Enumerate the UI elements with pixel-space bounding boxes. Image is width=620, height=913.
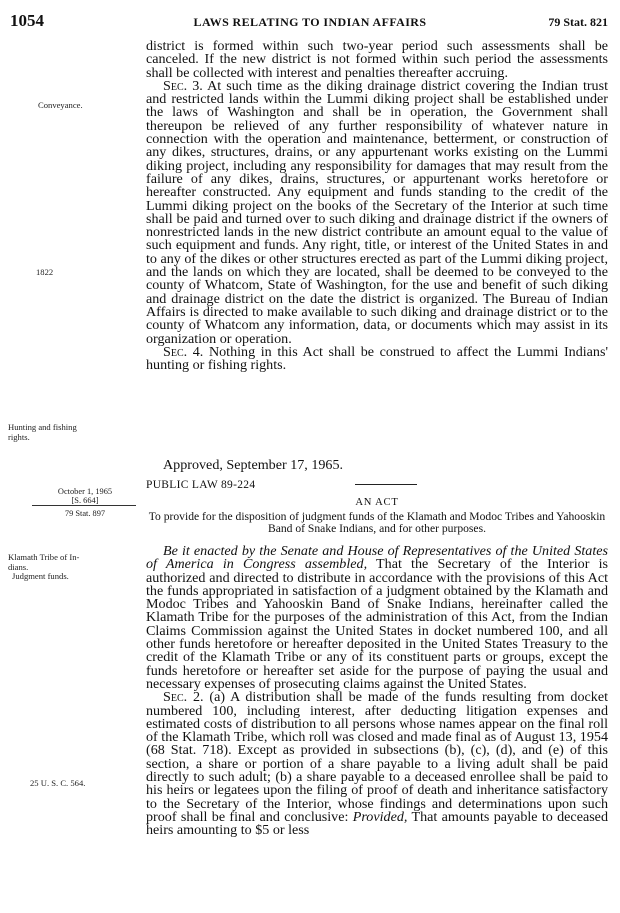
proviso-word: Provided,	[352, 808, 408, 825]
margin-note-line: Klamath Tribe of In-	[8, 552, 80, 562]
stat-reference: 79 Stat. 821	[548, 15, 608, 29]
approval-line: Approved, September 17, 1965.	[163, 457, 344, 473]
body-block-bottom	[146, 545, 608, 838]
margin-note-hunting	[8, 423, 136, 442]
paragraph-sec2	[146, 691, 608, 837]
section-label: Sec. 4.	[163, 343, 204, 360]
running-title: LAWS RELATING TO INDIAN AFFAIRS	[193, 15, 427, 29]
paragraph-enacting	[146, 545, 608, 691]
paragraph-sec3	[146, 77, 608, 347]
public-law-number: PUBLIC LAW 89-224	[146, 479, 256, 491]
section-text-end: That amounts payable to deceased heirs amounting to $5 or less	[146, 808, 608, 839]
margin-note-line: dians.	[8, 561, 29, 572]
section-label: Sec. 3.	[163, 77, 203, 94]
margin-note-klamath	[8, 553, 136, 582]
paragraph-sec4	[146, 343, 609, 374]
title-rule	[355, 484, 417, 485]
paragraph-assessments: district is formed within such two-year period such assessments shall be canceled. If the new district is not formed within such period the assessments shall be collected with interest and penalties thereafter accruing.	[146, 38, 608, 81]
act-purpose: To provide for the disposition of judgment funds of the Klamath and Modoc Tribes and Yahooskin Band of Snake Indians, and for other purposes.	[148, 510, 606, 535]
margin-note-usc: 25 U. S. C. 564.	[30, 778, 86, 788]
margin-marker-1822: 1822	[36, 267, 54, 277]
enacting-text: That the Secretary of the Interior is authorized and directed to distribute in accordance with the provisions of this Act the funds appropriated in satisfaction of a judgment obtained by the Klamath and Modoc Tribes and Yahooskin Band of Snake Indians, hereinafter called the Klamath Tribe for the purposes of the administration of this Act, from the Indian Claims Commission against the United States in docket numbered 100, and all other funds heretofore or hereafter deposited in the United States Treasury to the credit of the Klamath Tribe or any of its constituent parts or groups, except the funds heretofore or hereafter set aside for the purpose of paying the usual and necessary expenses of prosecuting claims against the United States.	[146, 556, 608, 692]
margin-note-line: rights.	[8, 431, 30, 442]
margin-note-date	[40, 487, 130, 505]
margin-note-conveyance: Conveyance.	[38, 100, 83, 110]
body-block-top	[146, 40, 608, 372]
margin-note-line: Judgment funds.	[12, 571, 69, 582]
section-text-continued: to such diking and drainage district if the owners of nonrestricted lands in the new district contribute an amount equal to the value of such equipment and funds. Any right, title, or interest of the United States in and to any of the dikes or other structures erected as part of the Lummi diking project, and the lands on which they are located, shall be deemed to be conveyed to the county of Whatcom, State of Washington, for the use and benefit of such diking and drainage district on the date the district is organized. The Bureau of Indian Affairs is directed to make available to such diking and drainage district or to the county of Whatcom any information, data, or documents which may assist in its organization or operation.	[146, 210, 608, 347]
section-text: Nothing in this Act shall be construed to affect the Lummi Indians' hunting or fishing rights.	[146, 343, 609, 374]
margin-note-line: Hunting and fishing	[8, 422, 77, 432]
date-line: October 1, 1965	[57, 487, 113, 496]
section-label: Sec. 2.	[163, 689, 204, 706]
enacting-clause: Be it enacted by the Senate and House of Representatives of the United States of America in Congress assembled,	[146, 543, 608, 573]
margin-note-stat: 79 Stat. 897	[64, 509, 106, 518]
margin-divider	[32, 505, 136, 506]
section-text: (a) A distribution shall be made of the funds resulting from docket numbered 100, including interest, after deducting litigation expenses and estimated costs of distribution to all persons whose names appear on the final roll of the Klamath Tribe, which roll was closed and made final as of August 13, 1954 (68 Stat. 718). Except as provided in subsections (b), (c), (d), and (e) of this section, a share or portion of a share payable to a living adult shall be paid directly to such adult; (b) a share payable to a deceased enrollee shall be paid to his heirs or legatees upon the filing of proof of death and inheritance satisfactory to the Secretary of the Interior, whose findings and determinations upon such proof shall be final and conclusive:	[146, 689, 608, 825]
section-text: At such time as the diking drainage district covering the Indian trust and restricted lands within the Lummi diking project shall be established under the laws of Washington and shall be in operation, the Government shall thereupon be relieved of any further responsibility of whatever nature in connection with the operation and maintenance, betterment, or construction of any dikes, structures, drains, or any appurtenant works existing on the Lummi diking project, including any responsibility for damages that may result from the failure of any dikes, drains, structures, or appurtenant works heretofore or hereafter constructed. Any equipment and funds standing to the credit of the Lummi diking project on the books of the Secretary of the Interior at such time shall be paid and turned over	[146, 77, 608, 227]
act-title: AN ACT	[355, 497, 399, 508]
bill-line: [S. 664]	[71, 496, 99, 505]
page-number: 1054	[10, 11, 44, 30]
